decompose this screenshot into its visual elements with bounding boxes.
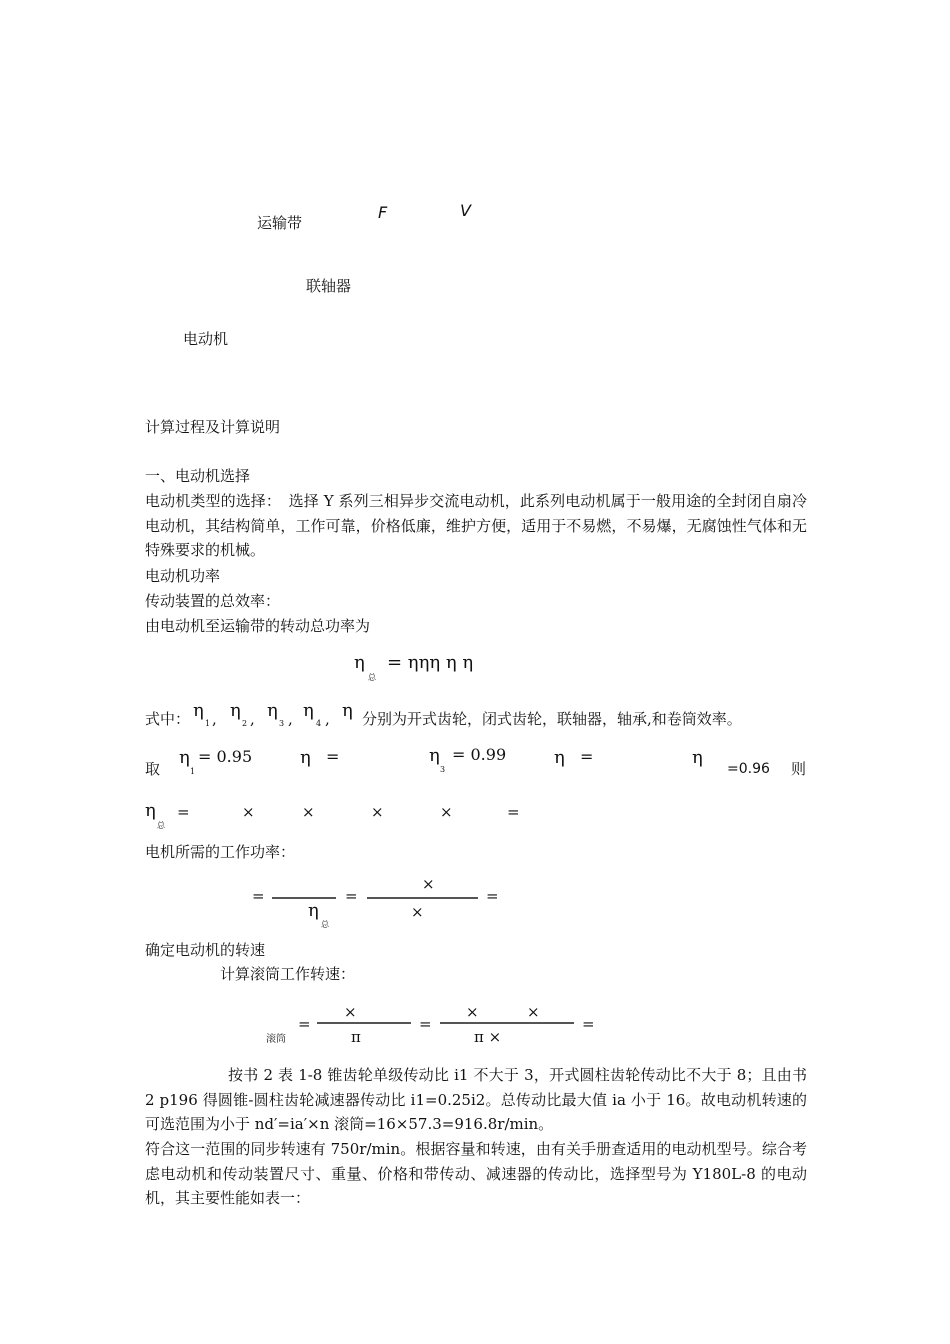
coupling-label: 联轴器: [306, 277, 352, 295]
fraction-bar: [272, 897, 336, 899]
comma: ,: [325, 710, 330, 728]
where-suffix: 分别为开式齿轮，闭式齿轮，联轴器，轴承,和卷筒效率。: [362, 710, 742, 728]
eta-3-sub: 3: [279, 719, 285, 728]
eta-3-value-symbol: η: [429, 745, 440, 766]
eta-3: η: [267, 700, 278, 721]
drum-speed-title: 计算滚筒工作转速：: [220, 965, 356, 983]
eta-total-calc-symbol: η: [145, 800, 156, 821]
from-motor-text: 由电动机至运输带的转动总功率为: [145, 617, 371, 635]
eta-4-value-symbol: η: [554, 747, 565, 768]
ratio-paragraph: 按书 2 表 1-8 锥齿轮单级传动比 i1 不大于 3，开式圆柱齿轮传动比不大于 8；且由书 2 p196 得圆锥-圆柱齿轮减速器传动比 i1=0.25i2。总传动比最大值 ia 小于 16。故电动机转速的可选范围为小于 nd′=ia′×n 滚筒=16×57.3=916.8r/min。: [145, 1066, 807, 1133]
eta-4-sub: 4: [316, 719, 322, 728]
equals: =: [252, 887, 265, 905]
times: ×: [371, 803, 384, 821]
numerator-times: ×: [527, 1003, 540, 1021]
eta-2-equals: =: [326, 747, 340, 766]
equals: =: [177, 803, 190, 821]
eta-5: η: [342, 700, 353, 721]
equals: =: [582, 1015, 595, 1033]
times: ×: [302, 803, 315, 821]
denominator-pi: π: [351, 1028, 361, 1046]
numerator-times: ×: [344, 1003, 357, 1021]
speed-title: 确定电动机的转速: [145, 941, 266, 959]
eta-total-subscript: 总: [368, 673, 376, 682]
eta-1-sub: 1: [205, 719, 211, 728]
equals: =: [486, 887, 499, 905]
eta-total-calc-sub: 总: [157, 821, 165, 830]
times: ×: [440, 803, 453, 821]
comma: ,: [288, 710, 293, 728]
times: ×: [242, 803, 255, 821]
selection-paragraph: 符合这一范围的同步转速有 750r/min。根据容量和转速，由有关手册查适用的电动机型号。综合考虑电动机和传动装置尺寸、重量、价格和带传动、减速器的传动比，选择型号为 Y180L-8 的电动机，其主要性能如表一：: [145, 1140, 807, 1207]
eta-2: η: [230, 700, 241, 721]
eta-total-symbol: η: [354, 652, 365, 673]
motor-label: 电动机: [183, 330, 229, 348]
take-label: 取: [145, 760, 161, 778]
motor-power-title: 电动机功率: [145, 567, 221, 585]
belt-label: 运输带: [257, 214, 303, 232]
fraction-bar: [367, 897, 478, 899]
drum-label: 滚筒: [266, 1034, 286, 1045]
comma: ,: [250, 710, 255, 728]
motor-type-paragraph: 电动机类型的选择： 选择 Y 系列三相异步交流电动机，此系列电动机属于一般用途的全封闭自扇冷电动机，其结构简单，工作可靠，价格低廉，维护方便，适用于不易燃，不易爆，无腐蚀性气体和无特殊要求的机械。: [145, 492, 807, 559]
equals: =: [419, 1015, 432, 1033]
denominator-times: ×: [411, 903, 424, 921]
force-symbol: F: [378, 203, 388, 222]
motor-power-text: 电机所需的工作功率：: [145, 843, 296, 861]
eta-1-value-symbol: η: [179, 747, 190, 768]
then-label: 则: [791, 760, 807, 778]
efficiency-product: = ηηη η η: [387, 652, 474, 673]
denominator-eta: η: [308, 900, 319, 921]
fraction-bar: [317, 1022, 411, 1024]
total-efficiency-title: 传动装置的总效率：: [145, 592, 281, 610]
denominator-sub: 总: [321, 920, 329, 929]
eta-5-value-symbol: η: [692, 747, 703, 768]
eta-2-value-symbol: η: [300, 747, 311, 768]
eta-4-equals: =: [580, 747, 594, 766]
eta-1: η: [193, 700, 204, 721]
comma: ,: [212, 710, 217, 728]
equals: =: [507, 803, 520, 821]
eta-3-value-sub: 3: [440, 765, 446, 774]
velocity-symbol: V: [460, 201, 471, 220]
fraction-bar: [440, 1022, 574, 1024]
eta-4: η: [303, 700, 314, 721]
where-prefix: 式中：: [145, 710, 191, 728]
section-title: 一、电动机选择: [145, 467, 251, 485]
eta-3-value: = 0.99: [452, 745, 507, 764]
equals: =: [298, 1015, 311, 1033]
eta-1-value-sub: 1: [190, 767, 196, 776]
eta-1-value: = 0.95: [198, 747, 253, 766]
eta-2-sub: 2: [242, 719, 248, 728]
section-heading: 计算过程及计算说明: [145, 418, 281, 436]
equals: =: [345, 887, 358, 905]
denominator-pi-times: π ×: [474, 1028, 502, 1046]
numerator-times: ×: [466, 1003, 479, 1021]
numerator-times: ×: [422, 875, 435, 893]
eta-5-value: =0.96: [727, 761, 770, 777]
